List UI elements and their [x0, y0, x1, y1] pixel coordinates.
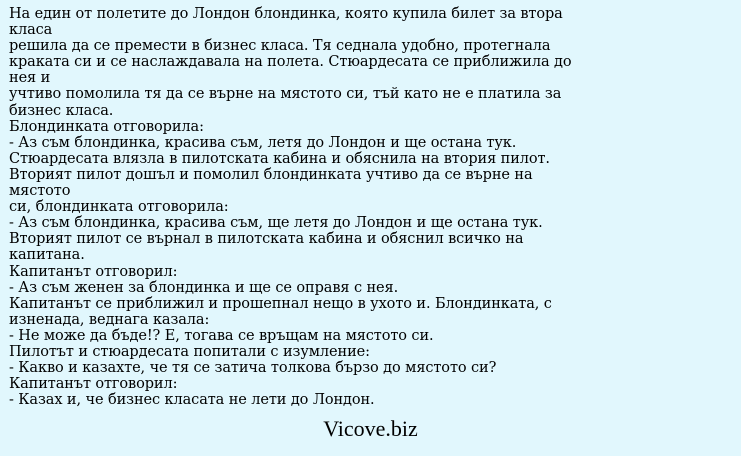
- site-name: Vicove.biz: [323, 416, 418, 441]
- joke-text: На един от полетите до Лондон блондинка, която купила билет за втора класа решила да се премести в бизнес класа. Тя седнала удобно, протегнала краката си и се наслаждавала на полета. Стюардесата се приближила до нея и учтиво помолила тя да се върне на мястото си, тъй като не е платила за бизнес класа. Блондинката отговорила: - Аз съм блондинка, красива съм, летя до Лондон и ще остана тук. Стюардесата влязла в пилотската кабина и обяснила на втория пилот. Вторият пилот дошъл и помолил блондинката учтиво да се върне на мястото си, блондинката отговорила: - Аз съм блондинка, красива съм, ще летя до Лондон и ще остана тук. Вторият пилот се върнал в пилотската кабина и обяснил всичко на капитана. Капитанът отговорил: - Аз съм женен за блондинка и ще се оправя с нея. Капитанът се приближил и прошепнал нещо в ухото и. Блондинката, с изненада, веднага казала: - Не може да бъде!? Е, тогава се връщам на мястото си. Пилотът и стюардесата попитали с изумление: - Какво и казахте, че тя се затича толкова бързо до мястото си? Капитанът отговорил: - Казах и, че бизнес класата не лети до Лондон.: [9, 6, 572, 409]
